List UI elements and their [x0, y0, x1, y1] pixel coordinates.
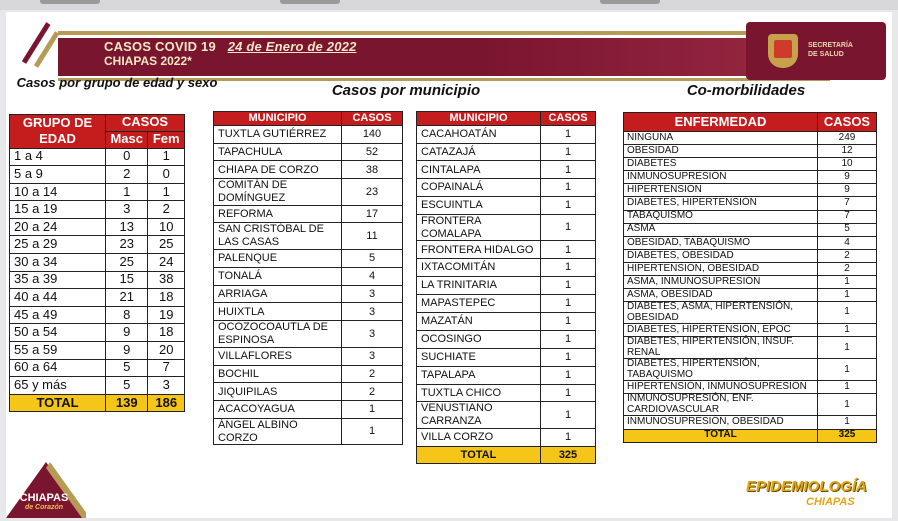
table-row	[10, 271, 185, 289]
col-header-casos: CASOS	[818, 113, 877, 132]
table-row	[417, 277, 596, 295]
age-group-cell: 50 a 54	[10, 324, 106, 342]
cases-cell: 2	[818, 249, 877, 262]
table-row	[10, 324, 185, 342]
top-tab-nub	[600, 0, 660, 4]
cases-cell: 1	[541, 428, 596, 446]
masc-cell: 2	[106, 166, 148, 184]
fem-cell: 2	[148, 201, 185, 219]
col-header-grupo: GRUPO DE EDAD	[10, 115, 106, 149]
masc-cell: 25	[106, 254, 148, 272]
name-cell: ESCUINTLA	[417, 197, 541, 215]
fem-cell: 24	[148, 254, 185, 272]
masc-cell: 8	[106, 306, 148, 324]
table-row	[417, 348, 596, 366]
cases-cell: 1	[541, 259, 596, 277]
table-row	[214, 143, 403, 161]
name-cell: INMUNOSUPRESIÓN	[624, 171, 818, 184]
age-group-cell: 1 a 4	[10, 148, 106, 166]
table-row	[10, 148, 185, 166]
epidemiologia-logo-subtext: CHIAPAS	[806, 496, 855, 508]
total-row	[10, 394, 185, 412]
name-cell: DIABETES, HIPERTENSIÓN, EPOC	[624, 324, 818, 337]
cases-cell: 1	[541, 312, 596, 330]
cases-cell: 1	[818, 324, 877, 337]
chiapas-logo-text: CHIAPAS	[19, 492, 69, 504]
age-group-cell: 35 a 39	[10, 271, 106, 289]
table-row	[214, 223, 403, 249]
header-title	[104, 39, 357, 54]
window-top-bar	[0, 0, 898, 10]
table-row	[417, 179, 596, 197]
cases-cell: 3	[342, 321, 403, 347]
table-row	[417, 215, 596, 241]
table-row	[624, 359, 877, 381]
age-group-cell: 40 a 44	[10, 289, 106, 307]
cases-cell: 1	[818, 394, 877, 416]
col-header-municipio: MUNICIPIO	[214, 112, 342, 126]
cases-cell: 1	[541, 366, 596, 384]
table-row	[417, 161, 596, 179]
chiapas-logo	[6, 492, 82, 511]
total-masc: 139	[106, 394, 148, 412]
cases-cell: 1	[541, 197, 596, 215]
total-label: TOTAL	[624, 429, 818, 442]
table-row	[624, 236, 877, 249]
table-row	[624, 337, 877, 359]
cases-cell: 140	[342, 125, 403, 143]
table-row	[417, 197, 596, 215]
cases-cell: 1	[541, 348, 596, 366]
cases-cell: 1	[541, 330, 596, 348]
masc-cell: 0	[106, 148, 148, 166]
secretaria-salud-logo	[746, 22, 886, 80]
cases-cell: 1	[541, 277, 596, 295]
col-header-casos: CASOS	[106, 115, 185, 132]
name-cell: COMITÁN DE DOMÍNGUEZ	[214, 179, 342, 205]
name-cell: FRONTERA COMALAPA	[417, 215, 541, 241]
cases-cell: 4	[818, 236, 877, 249]
header-subtitle: CHIAPAS 2022*	[104, 54, 192, 68]
col-header-masc: Masc	[106, 131, 148, 148]
name-cell: DIABETES, OBESIDAD	[624, 249, 818, 262]
cases-cell: 10	[818, 158, 877, 171]
table-row	[10, 306, 185, 324]
cases-cell: 5	[818, 223, 877, 236]
table-row	[10, 201, 185, 219]
table-row	[417, 125, 596, 143]
header-gold-line	[58, 31, 830, 35]
cases-cell: 2	[342, 365, 403, 383]
fem-cell: 1	[148, 183, 185, 201]
table-row	[214, 249, 403, 267]
cases-cell: 1	[541, 125, 596, 143]
cases-cell: 1	[818, 381, 877, 394]
name-cell: MAPASTEPEC	[417, 295, 541, 313]
table-row	[624, 262, 877, 275]
table-row	[417, 295, 596, 313]
cases-cell: 1	[818, 416, 877, 429]
name-cell: PALENQUE	[214, 249, 342, 267]
fem-cell: 20	[148, 342, 185, 360]
cases-cell: 249	[818, 132, 877, 145]
fem-cell: 10	[148, 218, 185, 236]
table-row	[214, 401, 403, 419]
fem-cell: 19	[148, 306, 185, 324]
masc-cell: 21	[106, 289, 148, 307]
name-cell: OCOZOCOAUTLA DE ESPINOSA	[214, 321, 342, 347]
table-row	[10, 166, 185, 184]
fem-cell: 18	[148, 289, 185, 307]
municipio-table-1	[213, 111, 403, 445]
table-row	[10, 183, 185, 201]
col-header-municipio: MUNICIPIO	[417, 112, 541, 126]
title-date: 24 de Enero de 2022	[227, 39, 357, 54]
name-cell: ARRIAGA	[214, 285, 342, 303]
cases-cell: 5	[342, 249, 403, 267]
table-row	[417, 241, 596, 259]
name-cell: ACACOYAGUA	[214, 401, 342, 419]
table-row	[214, 205, 403, 223]
name-cell: CINTALAPA	[417, 161, 541, 179]
name-cell: VILLAFLORES	[214, 347, 342, 365]
total-label: TOTAL	[417, 446, 541, 464]
cases-cell: 1	[541, 179, 596, 197]
col-header-fem: Fem	[148, 131, 185, 148]
masc-cell: 5	[106, 377, 148, 395]
cases-cell: 2	[342, 383, 403, 401]
age-group-cell: 15 a 19	[10, 201, 106, 219]
cases-cell: 1	[342, 419, 403, 445]
table-row	[214, 303, 403, 321]
fem-cell: 1	[148, 148, 185, 166]
name-cell: CHIAPA DE CORZO	[214, 161, 342, 179]
masc-cell: 23	[106, 236, 148, 254]
masc-cell: 15	[106, 271, 148, 289]
table-row	[214, 179, 403, 205]
name-cell: OCOSINGO	[417, 330, 541, 348]
section-heading-edad: Casos por grupo de edad y sexo	[16, 75, 218, 90]
table-row	[214, 321, 403, 347]
masc-cell: 9	[106, 324, 148, 342]
name-cell: DIABETES, HIPERTENSIÓN, INSUF. RENAL	[624, 337, 818, 359]
cases-cell: 3	[342, 303, 403, 321]
total-fem: 186	[148, 394, 185, 412]
table-row	[624, 210, 877, 223]
table-row	[214, 419, 403, 445]
name-cell: CACAHOATÁN	[417, 125, 541, 143]
cases-cell: 1	[541, 161, 596, 179]
name-cell: VILLA CORZO	[417, 428, 541, 446]
table-row	[417, 428, 596, 446]
cases-cell: 1	[541, 241, 596, 259]
age-group-cell: 5 a 9	[10, 166, 106, 184]
masc-cell: 5	[106, 359, 148, 377]
top-tab-nub	[280, 0, 340, 4]
name-cell: COPAINALÁ	[417, 179, 541, 197]
name-cell: VENUSTIANO CARRANZA	[417, 402, 541, 428]
table-row	[624, 324, 877, 337]
name-cell: IXTACOMITÁN	[417, 259, 541, 277]
cases-cell: 1	[541, 384, 596, 402]
name-cell: SUCHIATE	[417, 348, 541, 366]
cases-cell: 52	[342, 143, 403, 161]
table-row	[417, 402, 596, 428]
name-cell: TUXTLA GUTIÉRREZ	[214, 125, 342, 143]
table-row	[624, 302, 877, 324]
table-row	[214, 365, 403, 383]
table-row	[624, 289, 877, 302]
name-cell: TAPACHULA	[214, 143, 342, 161]
name-cell: JIQUIPILAS	[214, 383, 342, 401]
name-cell: HUIXTLA	[214, 303, 342, 321]
table-row	[10, 254, 185, 272]
name-cell: TONALÁ	[214, 267, 342, 285]
table-row	[624, 223, 877, 236]
table-row	[624, 145, 877, 158]
name-cell: ASMA, OBESIDAD	[624, 289, 818, 302]
name-cell: REFORMA	[214, 205, 342, 223]
name-cell: ASMA	[624, 223, 818, 236]
age-group-cell: 25 a 29	[10, 236, 106, 254]
table-row	[624, 158, 877, 171]
total-value: 325	[541, 446, 596, 464]
table-row	[417, 143, 596, 161]
masc-cell: 1	[106, 183, 148, 201]
table-row	[624, 276, 877, 289]
col-header-enfermedad: ENFERMEDAD	[624, 113, 818, 132]
name-cell: OBESIDAD, TABAQUISMO	[624, 236, 818, 249]
name-cell: DIABETES, HIPERTENSIÓN	[624, 197, 818, 210]
age-group-cell: 65 y más	[10, 377, 106, 395]
top-tab-nub	[40, 0, 100, 4]
name-cell: BOCHIL	[214, 365, 342, 383]
table-row	[417, 259, 596, 277]
col-header-casos: CASOS	[342, 112, 403, 126]
name-cell: INMUNOSUPRESIÓN, OBESIDAD	[624, 416, 818, 429]
cases-cell: 12	[818, 145, 877, 158]
logo-text: DE SALUD	[808, 51, 844, 58]
table-row	[214, 383, 403, 401]
table-row	[10, 377, 185, 395]
total-label: TOTAL	[10, 394, 106, 412]
age-group-cell: 30 a 34	[10, 254, 106, 272]
cases-cell: 3	[342, 347, 403, 365]
fem-cell: 0	[148, 166, 185, 184]
table-row	[10, 289, 185, 307]
cases-cell: 7	[818, 197, 877, 210]
cases-cell: 4	[342, 267, 403, 285]
masc-cell: 13	[106, 218, 148, 236]
name-cell: DIABETES, ASMA, HIPERTENSIÓN, OBESIDAD	[624, 302, 818, 324]
name-cell: MAZATÁN	[417, 312, 541, 330]
name-cell: OBESIDAD	[624, 145, 818, 158]
logo-text: SECRETARÍA	[808, 42, 853, 49]
name-cell: FRONTERA HIDALGO	[417, 241, 541, 259]
table-row	[624, 381, 877, 394]
cases-cell: 1	[818, 289, 877, 302]
section-heading-comorbilidades: Co-morbilidades	[686, 82, 806, 99]
name-cell: NINGUNA	[624, 132, 818, 145]
total-value: 325	[818, 429, 877, 442]
name-cell: LA TRINITARIA	[417, 277, 541, 295]
section-heading-municipio: Casos por municipio	[331, 82, 481, 99]
age-group-cell: 55 a 59	[10, 342, 106, 360]
total-row	[624, 429, 877, 442]
table-row	[10, 218, 185, 236]
table-row	[214, 347, 403, 365]
cases-cell: 7	[818, 210, 877, 223]
cases-cell: 1	[818, 359, 877, 381]
cases-cell: 11	[342, 223, 403, 249]
cases-cell: 38	[342, 161, 403, 179]
age-group-cell: 10 a 14	[10, 183, 106, 201]
table-row	[624, 416, 877, 429]
cases-cell: 23	[342, 179, 403, 205]
total-row	[417, 446, 596, 464]
table-row	[214, 267, 403, 285]
table-row	[624, 132, 877, 145]
name-cell: HIPERTENSIÓN, OBESIDAD	[624, 262, 818, 275]
table-row	[417, 366, 596, 384]
chiapas-logo-script: de Corazón	[24, 504, 64, 511]
masc-cell: 3	[106, 201, 148, 219]
cases-cell: 9	[818, 184, 877, 197]
table-row	[624, 394, 877, 416]
infographic-slide	[6, 12, 892, 518]
table-row	[10, 236, 185, 254]
title-text: CASOS COVID 19	[104, 39, 216, 54]
name-cell: TAPALAPA	[417, 366, 541, 384]
shield-icon	[768, 34, 798, 68]
table-row	[214, 285, 403, 303]
municipio-table-2	[416, 111, 596, 464]
name-cell: HIPERTENSIÓN, INMUNOSUPRESIÓN	[624, 381, 818, 394]
table-row	[417, 330, 596, 348]
col-header-casos: CASOS	[541, 112, 596, 126]
name-cell: CATAZAJÁ	[417, 143, 541, 161]
table-row	[214, 161, 403, 179]
comorbilidades-table	[623, 112, 877, 443]
epidemiologia-logo-text: EPIDEMIOLOGÍA	[746, 478, 867, 495]
age-group-cell: 60 a 64	[10, 359, 106, 377]
name-cell: TABAQUISMO	[624, 210, 818, 223]
cases-cell: 1	[818, 276, 877, 289]
cases-cell: 17	[342, 205, 403, 223]
fem-cell: 7	[148, 359, 185, 377]
cases-cell: 1	[342, 401, 403, 419]
table-row	[417, 312, 596, 330]
table-row	[624, 197, 877, 210]
cases-cell: 1	[541, 215, 596, 241]
fem-cell: 3	[148, 377, 185, 395]
cases-cell: 1	[818, 302, 877, 324]
cases-cell: 9	[818, 171, 877, 184]
cases-cell: 1	[818, 337, 877, 359]
name-cell: DIABETES	[624, 158, 818, 171]
name-cell: INMUNOSUPRESIÓN, ENF. CARDIOVASCULAR	[624, 394, 818, 416]
table-row	[10, 342, 185, 360]
name-cell: ÁNGEL ALBINO CORZO	[214, 419, 342, 445]
cases-cell: 1	[541, 143, 596, 161]
age-group-cell: 45 a 49	[10, 306, 106, 324]
table-row	[10, 359, 185, 377]
age-group-cell: 20 a 24	[10, 218, 106, 236]
cases-cell: 3	[342, 285, 403, 303]
fem-cell: 25	[148, 236, 185, 254]
fem-cell: 38	[148, 271, 185, 289]
fem-cell: 18	[148, 324, 185, 342]
name-cell: HIPERTENSIÓN	[624, 184, 818, 197]
table-row	[417, 384, 596, 402]
name-cell: TUXTLA CHICO	[417, 384, 541, 402]
masc-cell: 9	[106, 342, 148, 360]
cases-cell: 2	[818, 262, 877, 275]
cases-cell: 1	[541, 402, 596, 428]
table-row	[624, 171, 877, 184]
table-row	[214, 125, 403, 143]
cases-cell: 1	[541, 295, 596, 313]
table-row	[624, 249, 877, 262]
table-row	[624, 184, 877, 197]
name-cell: ASMA, INMUNOSUPRESIÓN	[624, 276, 818, 289]
name-cell: SAN CRISTÓBAL DE LAS CASAS	[214, 223, 342, 249]
name-cell: DIABETES, HIPERTENSIÓN, TABAQUISMO	[624, 359, 818, 381]
age-sex-table	[9, 114, 185, 412]
